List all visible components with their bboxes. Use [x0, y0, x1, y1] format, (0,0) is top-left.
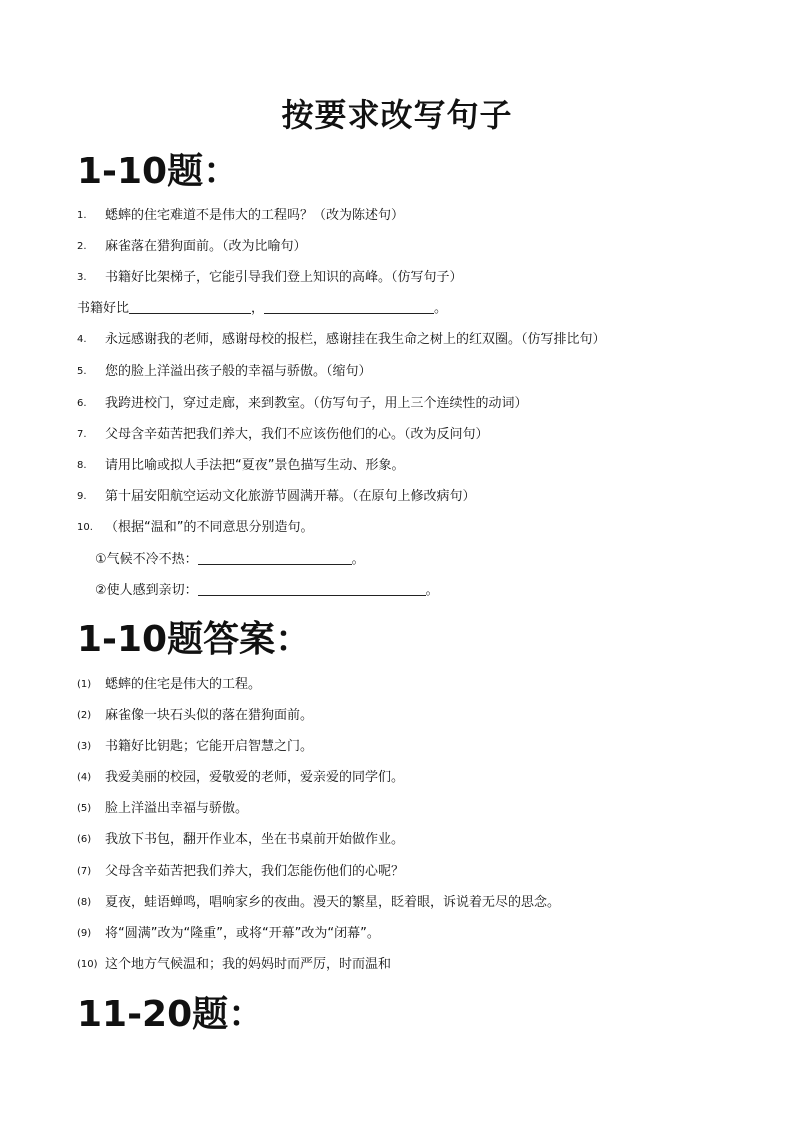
answer-text: 我放下书包，翻开作业本，坐在书桌前开始做作业。 — [105, 832, 405, 847]
answer-item — [77, 707, 313, 725]
answer-item — [77, 738, 313, 756]
answer-number: (4) — [77, 772, 92, 783]
answer-number: (5) — [77, 803, 92, 814]
question-number: 6. — [77, 398, 87, 409]
fill-label: ①气候不冷不热： — [95, 552, 198, 567]
answer-item — [77, 800, 248, 818]
answer-number: (2) — [77, 710, 92, 721]
answer-text: 父母含辛茹苦把我们养大，我们怎能伤他们的心呢？ — [105, 864, 405, 879]
page-title: 按要求改写句子 — [281, 96, 513, 134]
answer-blank-1[interactable] — [129, 301, 251, 314]
answer-text: 脸上洋溢出幸福与骄傲。 — [105, 801, 249, 816]
fill-label: ②使人感到亲切： — [95, 583, 198, 598]
answer-text: 夏夜，蛙语蝉鸣，唱响家乡的夜曲。漫天的繁星，眨着眼，诉说着无尽的思念。 — [105, 895, 561, 910]
question-text: （根据“温和”的不同意思分别造句。 — [105, 520, 314, 535]
answer-item — [77, 676, 261, 694]
question-item — [77, 519, 313, 537]
question-item — [77, 269, 463, 287]
answer-number: (7) — [77, 866, 92, 877]
question-item — [77, 395, 528, 413]
question-text: 麻雀落在猎狗面前。（改为比喻句） — [105, 239, 307, 254]
question-item — [77, 207, 404, 225]
answer-item — [77, 956, 391, 974]
fill-comma: ， — [251, 301, 265, 316]
fill-prefix: 书籍好比 — [77, 301, 130, 316]
answer-item — [77, 769, 404, 787]
question-number: 8. — [77, 460, 87, 471]
answer-number: (1) — [77, 679, 92, 690]
answer-blank-2[interactable] — [264, 301, 434, 314]
question-number: 4. — [77, 334, 87, 345]
question-item — [77, 488, 476, 506]
answer-item — [77, 863, 404, 881]
fill-in-line-q10-1 — [95, 551, 365, 569]
answer-item — [77, 925, 380, 943]
section-heading-answers-1-10: 1-10题答案： — [77, 619, 312, 660]
question-number: 2. — [77, 241, 87, 252]
answer-number: (9) — [77, 928, 92, 939]
fill-in-line-q10-2 — [95, 582, 439, 600]
question-number: 1. — [77, 210, 87, 221]
answer-blank-4[interactable] — [198, 583, 426, 596]
question-text: 我跨进校门，穿过走廊，来到教室。（仿写句子，用上三个连续性的动词） — [105, 396, 528, 411]
answer-text: 蟋蟀的住宅是伟大的工程。 — [105, 677, 262, 692]
answer-item — [77, 831, 404, 849]
question-number: 9. — [77, 491, 87, 502]
fill-period: 。 — [351, 552, 365, 567]
question-text: 永远感谢我的老师，感谢母校的报栏，感谢挂在我生命之树上的红双圈。（仿写排比句） — [105, 332, 606, 347]
answer-number: (10) — [77, 959, 98, 970]
answer-text: 将“圆满”改为“隆重”，或将“开幕”改为“闭幕”。 — [105, 926, 380, 941]
fill-period: 。 — [434, 301, 448, 316]
answer-text: 麻雀像一块石头似的落在猎狗面前。 — [105, 708, 314, 723]
question-item — [77, 238, 307, 256]
answer-number: (6) — [77, 834, 92, 845]
fill-period: 。 — [425, 583, 439, 598]
question-number: 5. — [77, 366, 87, 377]
answer-number: (8) — [77, 897, 92, 908]
section-heading-questions-11-20: 11-20题： — [77, 994, 265, 1035]
answer-blank-3[interactable] — [198, 552, 352, 565]
answer-item — [77, 894, 560, 912]
answer-text: 书籍好比钥匙；它能开启智慧之门。 — [105, 739, 314, 754]
question-number: 10. — [77, 522, 93, 533]
answer-number: (3) — [77, 741, 92, 752]
question-number: 3. — [77, 272, 87, 283]
question-text: 请用比喻或拟人手法把“夏夜”景色描写生动、形象。 — [105, 458, 405, 473]
question-item — [77, 363, 372, 381]
answer-text: 我爱美丽的校园，爱敬爱的老师，爱亲爱的同学们。 — [105, 770, 405, 785]
question-text: 蟋蟀的住宅难道不是伟大的工程吗？（改为陈述句） — [105, 208, 405, 223]
question-text: 您的脸上洋溢出孩子般的幸福与骄傲。（缩句） — [105, 364, 372, 379]
section-heading-questions-1-10: 1-10题： — [77, 151, 240, 192]
question-item — [77, 426, 489, 444]
question-text: 第十届安阳航空运动文化旅游节圆满开幕。（在原句上修改病句） — [105, 489, 476, 504]
question-text: 书籍好比架梯子，它能引导我们登上知识的高峰。（仿写句子） — [105, 270, 463, 285]
fill-in-line-q3 — [77, 300, 447, 318]
question-text: 父母含辛茹苦把我们养大，我们不应该伤他们的心。（改为反问句） — [105, 427, 489, 442]
answer-text: 这个地方气候温和；我的妈妈时而严厉，时而温和 — [105, 957, 392, 972]
question-item — [77, 457, 404, 475]
question-item — [77, 331, 606, 349]
question-number: 7. — [77, 429, 87, 440]
